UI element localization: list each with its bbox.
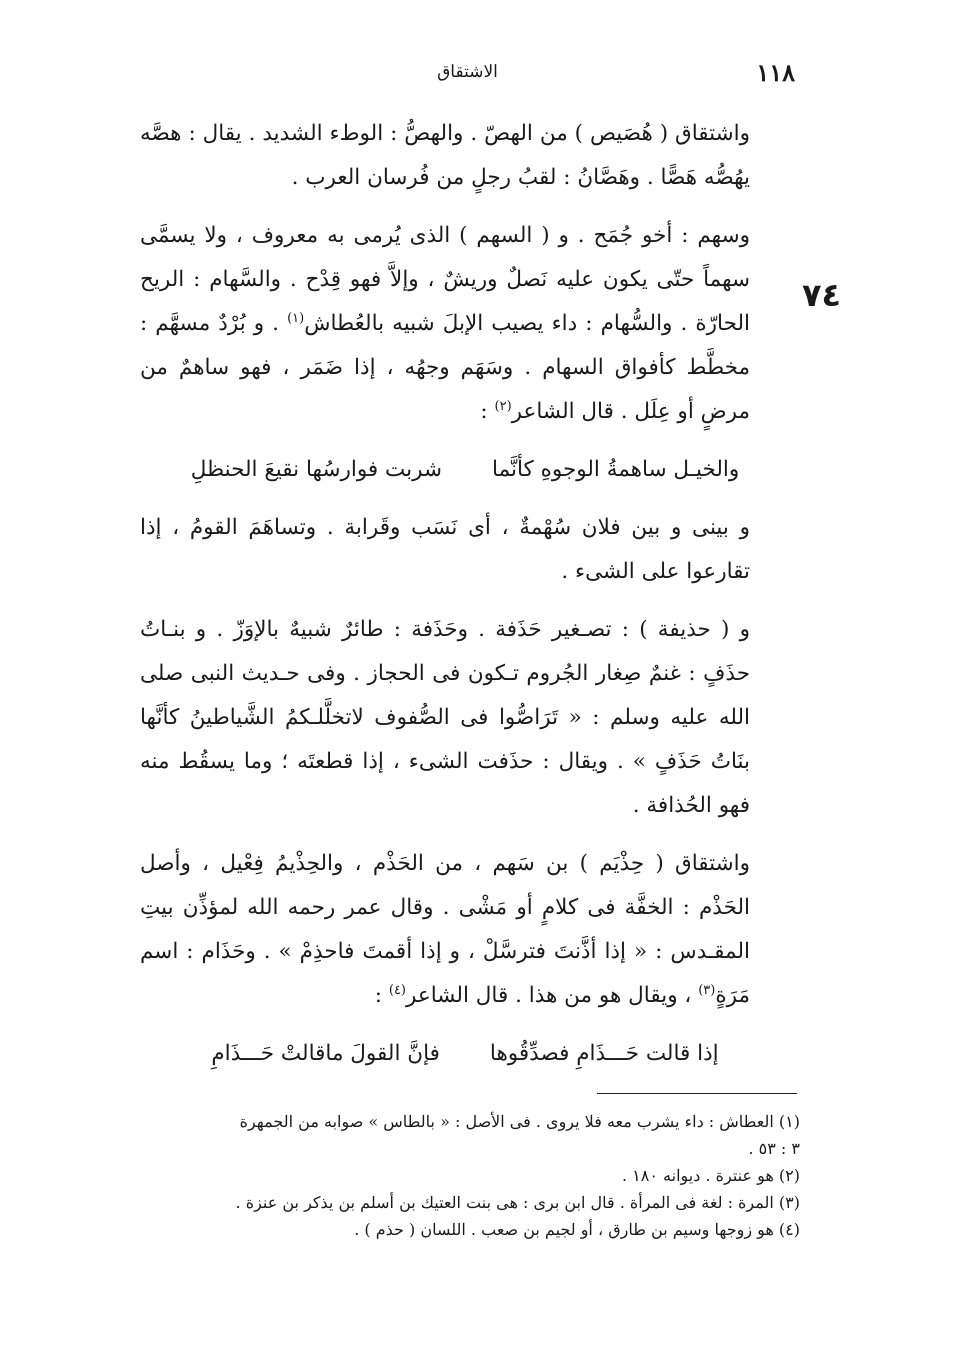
footnote-ref-4: (٤) [388,982,406,998]
paragraph-suhma: و بينى و بين فلان سُهْمةٌ ، أى نَسَب وقَرابة . وتساهَمَ القومُ ، إذا تقارعوا على الشىء . [140,515,750,584]
paragraph-sahm-text: وسهم : أخو جُمَح . و ( السهم ) الذى يُرمى به معروف ، ولا يسمَّى سهماً حتّى يكون عليه نَصلٌ وريشٌ ، وإلاَّ فهو قِدْح . والسَّهام : الريح الحارّة . والسُّهام : داء يصيب الإبلَ شبيه بالعُطاش [140,223,750,336]
page-header [140,58,795,88]
verse-antara-hemistich-1: والخيـل ساهمةُ الوجوهِ كأنَّما [492,457,740,482]
paragraph-hidhyam-text: واشتقاق ( حِذْيَم ) بن سَهم ، من الحَذْم ، والحِذْيمُ فِعْيل ، وأصل الحَذْم : الخفَّة فى كلامٍ أو مَشْى . وقال عمر رحمه الله لمؤذِّن بيتِ المقـدس : « إذا أذَّنتَ فترسَّلْ ، و إذا أقمتَ فاحذِمْ » . وحَذَام : اسم مَرَةٍ [140,851,750,1008]
footnote-ref-2: (٢) [494,398,512,414]
footnote-1: (١) العطاش : داء يشرب معه فلا يروى . فى الأصل : « بالطاس » صوابه من الجمهرة [239,1112,800,1131]
verse-antara [140,448,790,492]
main-text [140,112,790,1090]
footnotes [140,1108,800,1243]
paragraph-hidhyam-colon: : [374,983,383,1008]
paragraph-sahm-text-2: . و بُرْدٌ مسهَّم : مخطَّط كأفواق السهام . وسَهَم وجهُه ، إذا ضَمَر ، فهو ساهمٌ من مرضٍ أو عِلَل . قال الشاعر [140,311,750,424]
footnote-3: (٣) المرة : لغة فى المرأة . قال ابن برى : هى بنت العتيك بن أسلم بن يذكر بن عنزة . [235,1193,800,1212]
footnote-ref-3: (٣) [698,982,716,998]
paragraph-sahm [140,214,790,434]
paragraph-husays: واشتقاق ( هُصَيص ) من الهصّ . والهصُّ : الوطء الشديد . يقال : هصَّه يهُصُّه هَصًّا . وهَصَّانُ : لقبُ رجلٍ من فُرسان العرب . [140,121,750,190]
footnote-ref-1: (١) [287,310,305,326]
paragraph-sahm-colon: : [480,399,488,424]
page-number: ١١٨ [756,58,795,87]
footnote-1-continuation: ٣ : ٥٣ . [748,1139,800,1158]
footnote-4: (٤) هو زوجها وسيم بن طارق ، أو لجيم بن صعب . اللسان ( حذم ) . [354,1220,800,1239]
verse-hadhami-hemistich-1: إذا قالت حَـــذَامِ فصدِّقُوها [489,1041,719,1066]
verse-antara-hemistich-2: شربت فوارسُها نقيعَ الحنظلِ [190,457,443,482]
verse-hadhami-hemistich-2: فإنَّ القولَ ماقالتْ حَـــذَامِ [211,1041,440,1066]
footnote-separator [597,1093,797,1094]
footnote-2: (٢) هو عنترة . ديوانه ١٨٠ . [622,1166,800,1185]
paragraph-hidhyam-text-2: ، ويقال هو من هذا . قال الشاعر [406,983,692,1008]
running-title: الاشتقاق [437,62,498,82]
verse-hadhami [140,1032,790,1076]
entry-number: ٧٤ [802,276,842,314]
paragraph-hidhyam [140,842,790,1018]
paragraph-hudhayfa: و ( حذيفة ) : تصـغير حَذَفة . وحَذَفة : طائرٌ شبيهٌ بالإوَزّ . و بنـاتُ حذَفٍ : غنمٌ صِغار الجُروم تـكون فى الحجاز . وفى حـديث النبى صلى الله عليه وسلم : « تَرَاصُّوا فى الصُّفوف لاتخلَّلـكمُ الشَّياطينُ كأنَّها بنَاتُ حَذَفٍ » . ويقال : حذَفت الشىء ، إذا قطعتَه ؛ وما يسقُط منه فهو الحُذافة . [140,617,750,818]
